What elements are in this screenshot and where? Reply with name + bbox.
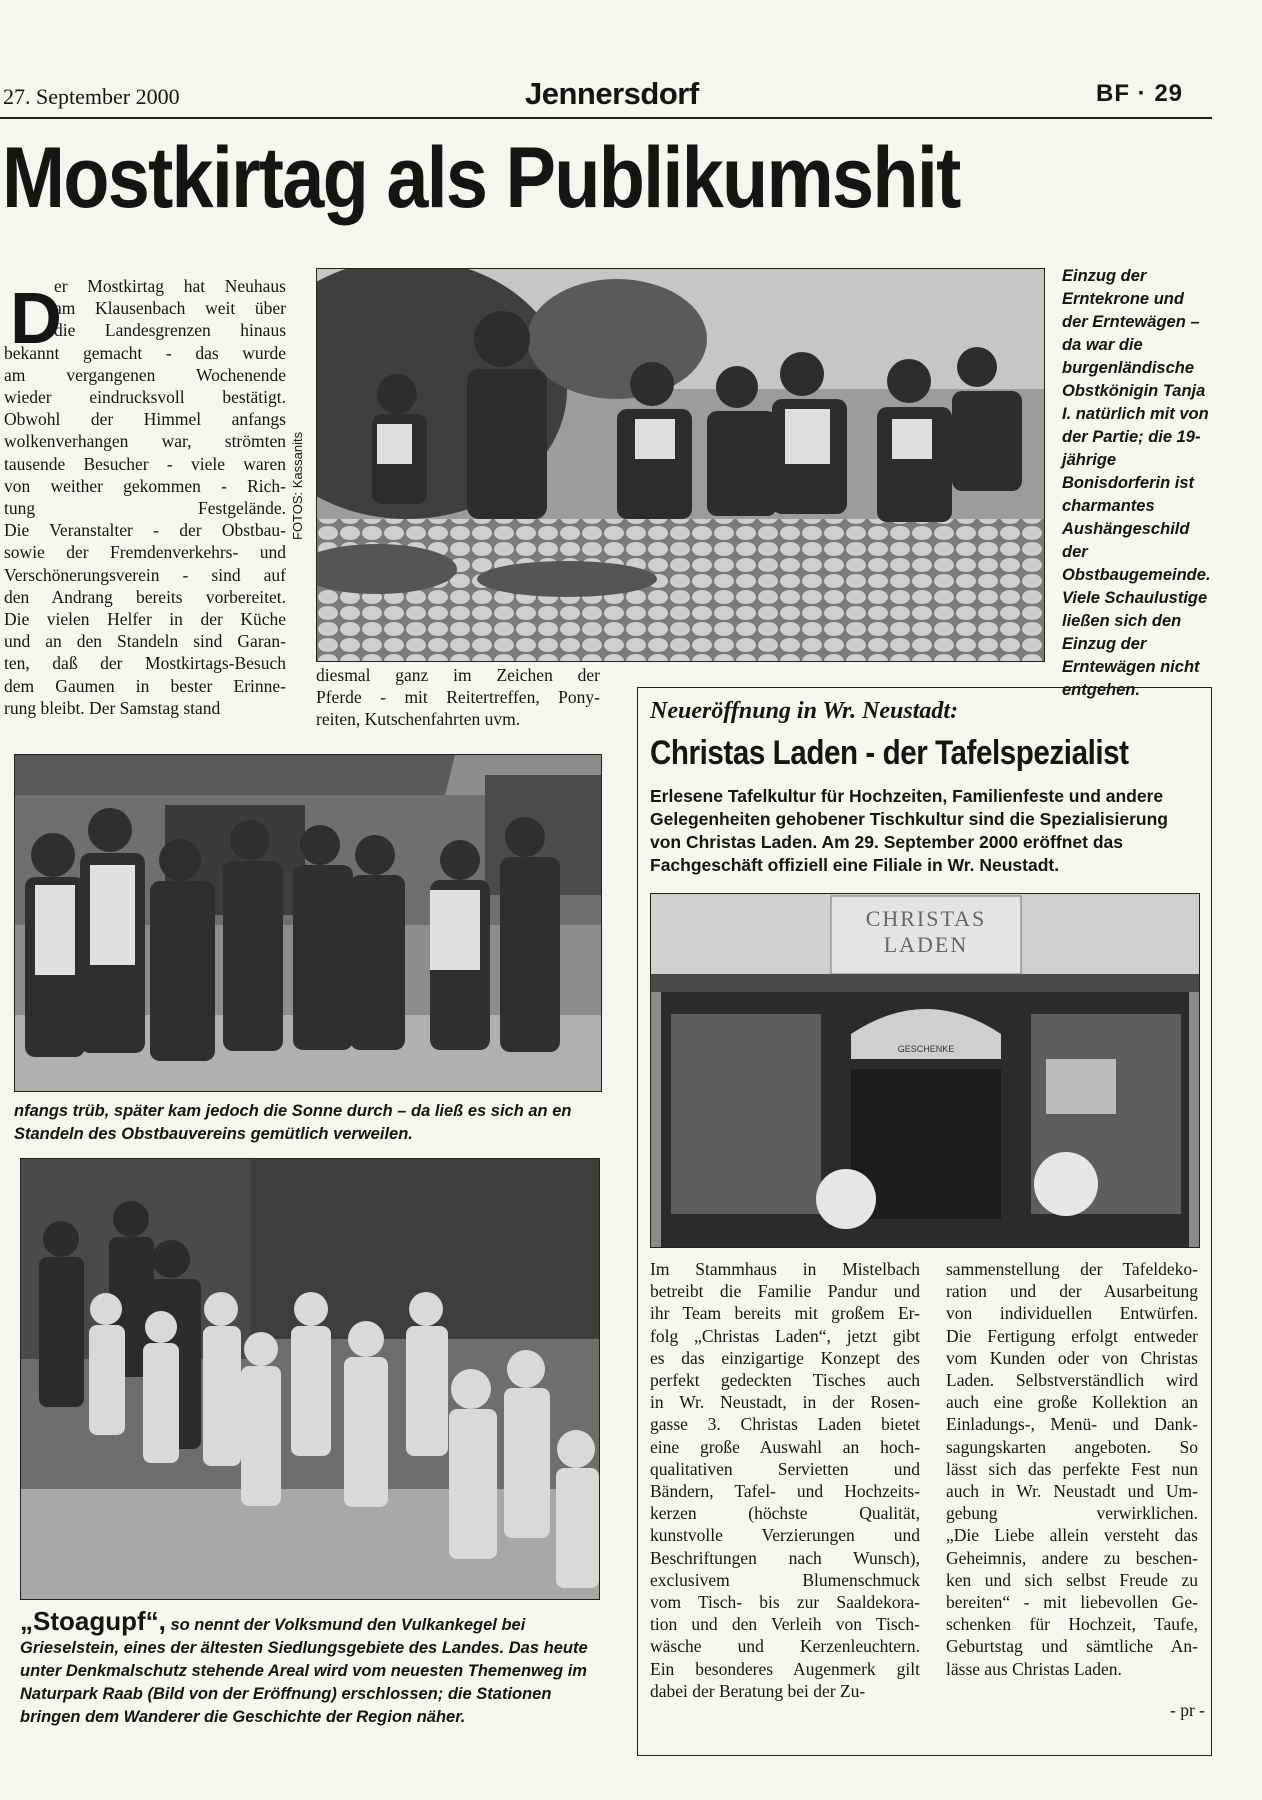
article-body-line: Obwohl der Himmel anfangs — [4, 409, 286, 430]
box-column-1-line: tion und den Verleih von Tisch- — [650, 1614, 920, 1635]
article-body-line: Die vielen Helfer in der Küche — [4, 609, 286, 630]
box-column-1-line: gasse 3. Christas Laden bietet — [650, 1414, 920, 1435]
box-column-2-line: sammenstellung der Tafeldeko- — [946, 1259, 1198, 1279]
box-title: Christas Laden - der Tafelspezialist — [650, 734, 1129, 772]
article-continuation-line: Pferde - mit Reitertreffen, Pony- — [316, 687, 600, 708]
box-column-1-line: Im Stammhaus in Mistelbach — [650, 1259, 920, 1279]
box-column-2-line: von individuellen Entwürfen. — [946, 1303, 1198, 1324]
article-continuation-line: diesmal ganz im Zeichen der — [316, 665, 600, 685]
box-column-2-line: „Die Liebe allein versteht das — [946, 1525, 1198, 1546]
shop-sign-line1: CHRISTAS — [865, 906, 987, 931]
box-column-1-line: exclusivem Blumenschmuck — [650, 1569, 920, 1590]
box-lead: Erlesene Tafelkultur für Hochzeiten, Familienfeste und andere Gelegenheiten gehobener Tischkultur sind die Spezialisierung von Christas Laden. Am 29. September 2000 eröffnet das Fachgeschäft offiziell eine Filiale in Wr. Neustadt. — [650, 786, 1168, 875]
box-column-2-line: bereiten“ - mit liebevollen Ge- — [946, 1592, 1198, 1613]
box-column-1-line: ihr Team bereits mit großem Er- — [650, 1303, 920, 1324]
box-kicker: Neueröffnung in Wr. Neustadt: — [650, 698, 959, 724]
photo-credit: FOTOS: Kassanits — [290, 431, 305, 540]
shop-sign-line2: LADEN — [883, 932, 969, 957]
caption-visitors-stand: nfangs trüb, später kam jedoch die Sonne durch – da ließ es sich an en Standeln des Obstbauvereins gemütlich verweilen. — [14, 1102, 572, 1143]
article-body-line: ten, daß der Mostkirtags-Besuch — [4, 653, 286, 674]
box-column-2-line: sagungskarten angeboten. So — [946, 1436, 1198, 1457]
box-column-1-line: Bändern, Tafel- und Hochzeits- — [650, 1481, 920, 1502]
article-body-line: die Landesgrenzen hinaus — [54, 320, 286, 341]
box-column-2-line: Laden. Selbstverständlich wird — [946, 1370, 1198, 1391]
box-column-1-line: perfekt gedeckten Tisches auch — [650, 1370, 920, 1391]
box-signature: - pr - — [1170, 1700, 1205, 1720]
box-column-2-line: ken und sich selbst Freude zu — [946, 1569, 1198, 1590]
box-column-2-line: schenken für Hochzeit, Taufe, — [946, 1614, 1198, 1635]
article-continuation — [316, 664, 600, 731]
box-column-1-line: folg „Christas Laden“, jetzt gibt — [650, 1325, 920, 1346]
photo-visitors-stand — [14, 754, 602, 1092]
box-column-1-line: qualitativen Servietten und — [650, 1458, 920, 1479]
article-body-line: wolkenverhangen war, strömten — [4, 431, 286, 452]
headline: Mostkirtag als Publikumshit — [2, 130, 960, 226]
box-column-1-line: Beschriftungen nach Wunsch), — [650, 1547, 920, 1568]
caption-theme-trail-lead: „Stoagupf“, — [20, 1606, 166, 1636]
article-body-line: Die Veranstalter - der Obstbau- — [4, 520, 286, 541]
box-column-1-line: kunstvolle Verzierungen und — [650, 1525, 920, 1546]
box-column-2-line: auch in Wr. Neustadt und Um- — [946, 1481, 1198, 1502]
page-number: BF · 29 — [1096, 80, 1184, 107]
article-body-line: dem Gaumen in bester Erinne- — [4, 675, 286, 696]
caption-harvest-parade: Einzug der Erntekrone und der Erntewägen – da war die burgenländische Obstkönigin Tanja I. natürlich mit von der Partie; die 19-jährige Bonisdorferin ist charmantes Aushängeschild der Obstbaugemeinde. Viele Schaulustige ließen sich den Einzug der Erntewägen nicht entgehen. — [1062, 267, 1211, 699]
article-body-line: von weither gekommen - Rich- — [4, 475, 286, 496]
box-column-1-line: vom Tisch- bis zur Saaldekora- — [650, 1592, 920, 1613]
article-body-line: und an den Standeln sind Garan- — [4, 631, 286, 652]
photo-theme-trail-opening — [20, 1158, 600, 1600]
box-column-2-line: gebung verwirklichen. — [946, 1503, 1198, 1524]
article-body-line: tausende Besucher - viele waren — [4, 453, 286, 474]
box-column-2-line: lässe aus Christas Laden. — [946, 1658, 1122, 1679]
article-body-line: den Andrang bereits vorbereitet. — [4, 586, 286, 607]
header-rule — [0, 117, 1212, 119]
article-body-line: er Mostkirtag hat Neuhaus — [54, 276, 286, 296]
caption-theme-trail — [20, 1606, 598, 1729]
box-column-1 — [650, 1258, 920, 1702]
box-column-2-line: ration und der Ausarbeitung — [946, 1281, 1198, 1302]
section-title: Jennersdorf — [525, 76, 699, 111]
box-column-1-line: eine große Auswahl an hoch- — [650, 1436, 920, 1457]
article-body-line: sowie der Fremdenverkehrs- und — [4, 542, 286, 563]
issue-date: 27. September 2000 — [3, 84, 180, 109]
box-column-2-line: lässt sich das perfekte Fest nun — [946, 1458, 1198, 1479]
box-column-1-line: dabei der Beratung bei der Zu- — [650, 1680, 866, 1701]
caption-theme-trail-text: so nennt der Volksmund den Vulkankegel bei Grieselstein, eines der ältesten Siedlungsgebiete des Landes. Das heute unter Denkmalschutz stehende Areal wird vom neuesten Themenweg im Naturpark Raab (Bild von der Eröffnung) erschlossen; die Stationen bringen dem Wanderer die Geschichte der Region näher. — [20, 1616, 588, 1726]
box-column-2-line: Geheimnis, andere zu beschen- — [946, 1547, 1198, 1568]
shop-awning-label: GESCHENKE — [897, 1044, 955, 1054]
box-column-2 — [946, 1258, 1198, 1680]
article-body-line: rung bleibt. Der Samstag stand — [4, 697, 221, 718]
article-body — [4, 275, 286, 719]
box-column-2-line: Einladungs-, Menü- und Dank- — [946, 1414, 1198, 1435]
box-column-1-line: in Wr. Neustadt, in der Rosen- — [650, 1392, 920, 1413]
box-column-1-line: wäsche und Kerzenleuchtern. — [650, 1636, 920, 1657]
box-column-2-line: auch eine große Kollektion an — [946, 1392, 1198, 1413]
box-column-2-line: vom Kunden oder von Christas — [946, 1347, 1198, 1368]
article-body-line: am vergangenen Wochenende — [4, 364, 286, 385]
article-body-line: am Klausenbach weit über — [54, 298, 286, 319]
box-column-1-line: Ein besonderes Augenmerk gilt — [650, 1658, 920, 1679]
box-column-2-line: Geburtstag und sämtliche An- — [946, 1636, 1198, 1657]
photo-harvest-parade — [316, 268, 1045, 662]
box-column-1-line: kerzen (höchste Qualität, — [650, 1503, 920, 1524]
article-body-line: tung Festgelände. — [4, 498, 286, 519]
article-body-line: bekannt gemacht - das wurde — [4, 342, 286, 363]
drop-cap: D — [10, 279, 62, 359]
box-column-1-line: es das einzigartige Konzept des — [650, 1347, 920, 1368]
article-body-line: Verschönerungsverein - sind auf — [4, 564, 286, 585]
box-column-2-line: Die Fertigung erfolgt entweder — [946, 1325, 1198, 1346]
photo-shop-front — [650, 893, 1200, 1248]
article-body-line: wieder eindrucksvoll bestätigt. — [4, 387, 286, 408]
box-column-1-line: betreibt die Familie Pandur und — [650, 1281, 920, 1302]
article-continuation-line: reiten, Kutschenfahrten uvm. — [316, 709, 521, 730]
